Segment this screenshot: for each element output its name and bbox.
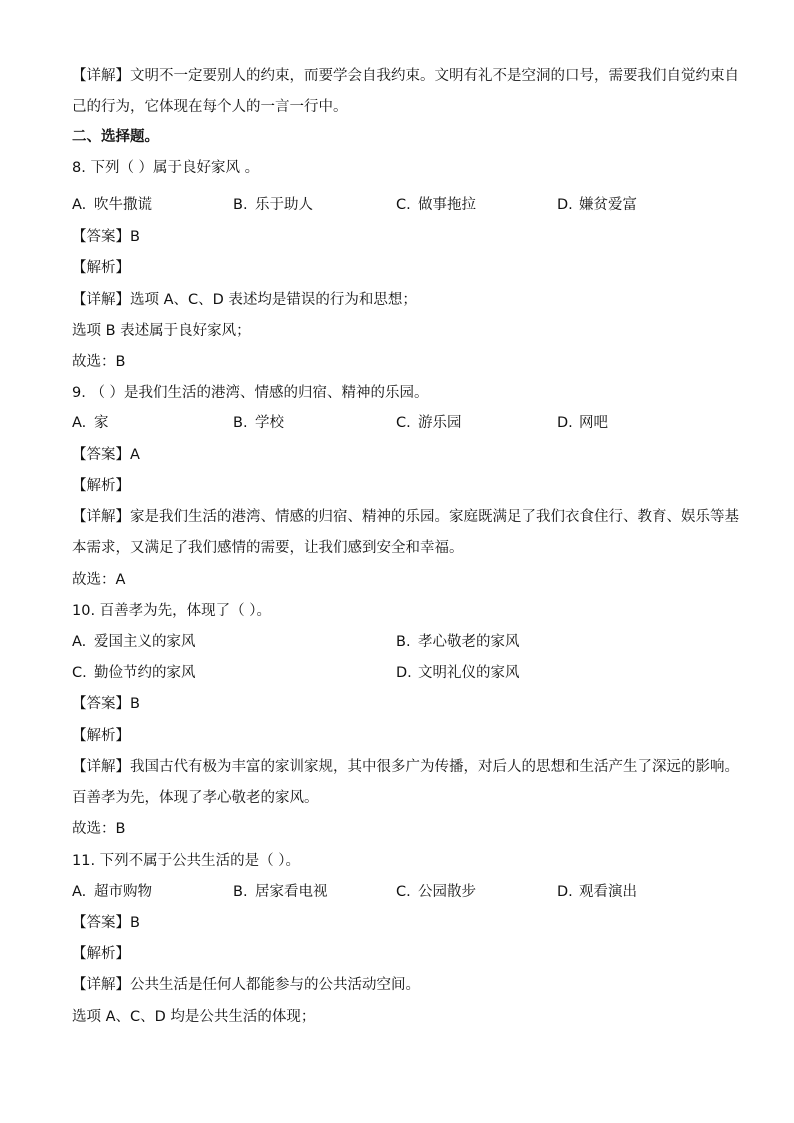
q10-answer: 【答案】B — [72, 696, 140, 712]
q10-detail-line-2: 百善孝为先，体现了孝心敬老的家风。 — [72, 790, 319, 806]
q11-option-d: D. 观看演出 — [557, 884, 637, 900]
q11-option-c: C. 公园散步 — [396, 884, 476, 900]
intro-detail-line-2: 己的行为，它体现在每个人的一言一行中。 — [72, 99, 348, 115]
question-8-stem: 8. 下列（ ）属于良好家风 。 — [72, 160, 260, 176]
q8-detail-line-2: 选项 B 表述属于良好家风； — [72, 323, 251, 339]
q11-detail-line-2: 选项 A、C、D 均是公共生活的体现； — [72, 1009, 316, 1025]
q9-option-c: C. 游乐园 — [396, 415, 462, 431]
q9-option-a: A. 家 — [72, 415, 109, 431]
q9-analysis-label: 【解析】 — [72, 478, 130, 494]
q9-option-b: B. 学校 — [233, 415, 284, 431]
q11-analysis-label: 【解析】 — [72, 946, 130, 962]
q8-option-d: D. 嫌贫爱富 — [557, 197, 637, 213]
question-9-stem: 9. （ ）是我们生活的港湾、情感的归宿、精神的乐园。 — [72, 385, 429, 401]
q10-detail-line-3: 故选：B — [72, 821, 126, 837]
q10-detail-line-1: 【详解】我国古代有极为丰富的家训家规，其中很多广为传播，对后人的思想和生活产生了深远的影响。 — [72, 759, 739, 775]
question-11-stem: 11. 下列不属于公共生活的是（ ）。 — [72, 853, 301, 869]
q9-detail-line-2: 本需求，又满足了我们感情的需要，让我们感到安全和幸福。 — [72, 540, 464, 556]
q8-analysis-label: 【解析】 — [72, 260, 130, 276]
q10-option-a: A. 爱国主义的家风 — [72, 634, 196, 650]
q11-option-b: B. 居家看电视 — [233, 884, 328, 900]
q9-option-d: D. 网吧 — [557, 415, 608, 431]
q10-analysis-label: 【解析】 — [72, 728, 130, 744]
q8-answer: 【答案】B — [72, 229, 140, 245]
q9-answer: 【答案】A — [72, 447, 140, 463]
q9-detail-line-3: 故选：A — [72, 572, 126, 588]
q11-detail-line-1: 【详解】公共生活是任何人都能参与的公共活动空间。 — [72, 977, 420, 993]
q8-option-c: C. 做事拖拉 — [396, 197, 476, 213]
q11-option-a: A. 超市购物 — [72, 884, 152, 900]
section-heading: 二、选择题。 — [72, 129, 159, 145]
q11-answer: 【答案】B — [72, 915, 140, 931]
q10-option-c: C. 勤俭节约的家风 — [72, 665, 196, 681]
q8-detail-line-3: 故选：B — [72, 354, 126, 370]
intro-detail-line-1: 【详解】文明不一定要别人的约束，而要学会自我约束。文明有礼不是空洞的口号，需要我们自觉约束自 — [72, 68, 739, 84]
q8-option-b: B. 乐于助人 — [233, 197, 313, 213]
question-10-stem: 10. 百善孝为先，体现了（ ）。 — [72, 603, 272, 619]
q10-option-d: D. 文明礼仪的家风 — [396, 665, 520, 681]
q9-detail-line-1: 【详解】家是我们生活的港湾、情感的归宿、精神的乐园。家庭既满足了我们衣食住行、教育、娱乐等基 — [72, 509, 739, 525]
q8-option-a: A. 吹牛撒谎 — [72, 197, 152, 213]
q8-detail-line-1: 【详解】选项 A、C、D 表述均是错误的行为和思想； — [72, 292, 417, 308]
q10-option-b: B. 孝心敬老的家风 — [396, 634, 520, 650]
